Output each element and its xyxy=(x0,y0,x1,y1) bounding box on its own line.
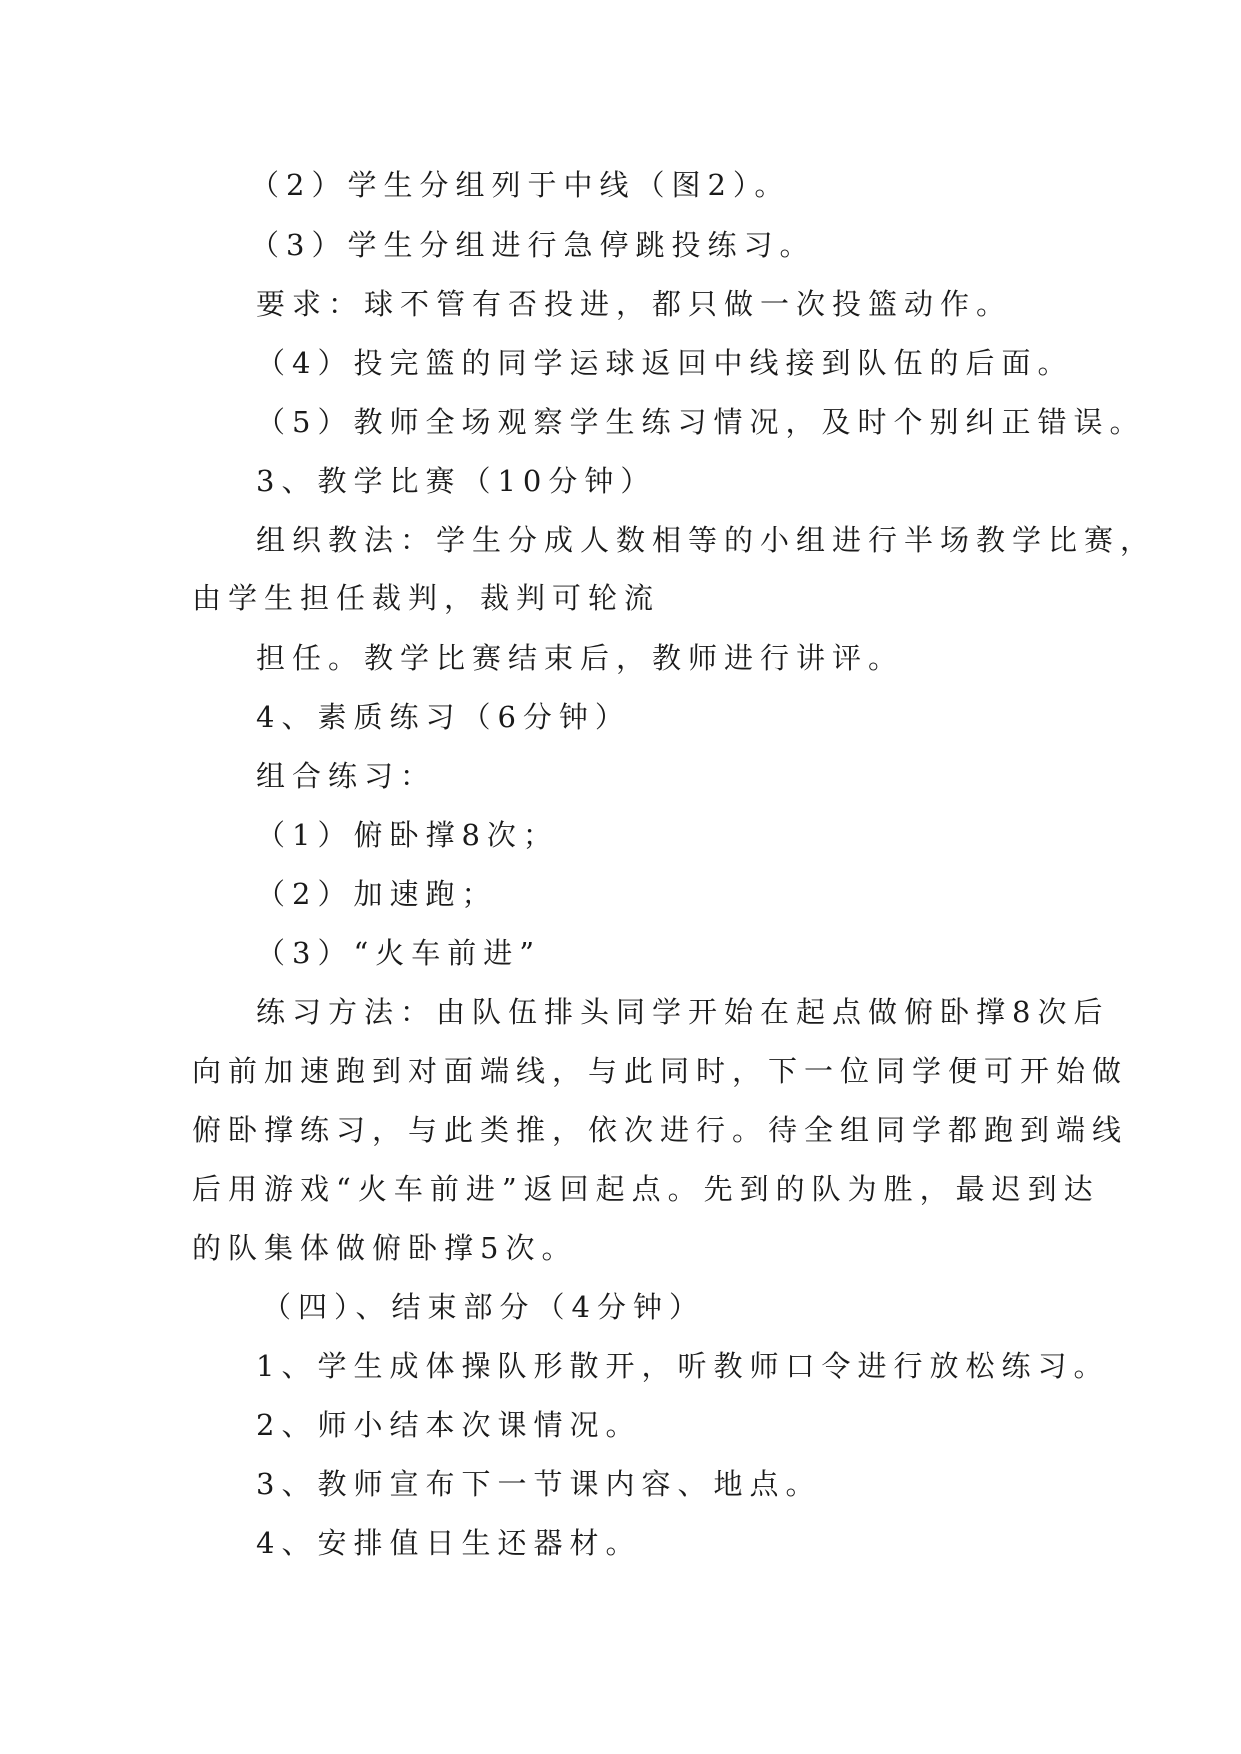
text-line: （2）加速跑； xyxy=(256,877,498,911)
text-line: 的队集体做俯卧撑5次。 xyxy=(192,1231,578,1265)
text-line: （5）教师全场观察学生练习情况，及时个别纠正错误。 xyxy=(256,405,1146,439)
text-line: （1）俯卧撑8次； xyxy=(256,818,559,852)
section-heading: 3、教学比赛（10分钟） xyxy=(256,464,657,498)
text-line: 2、师小结本次课情况。 xyxy=(256,1408,642,1442)
text-line: 3、教师宣布下一节课内容、地点。 xyxy=(256,1467,822,1501)
text-line: 组合练习： xyxy=(256,759,437,793)
text-line: （3）学生分组进行急停跳投练习。 xyxy=(250,228,816,262)
text-line: （3）“火车前进” xyxy=(256,936,542,970)
text-line: 后用游戏“火车前进”返回起点。先到的队为胜，最迟到达 xyxy=(192,1172,1100,1206)
text-line: 要求：球不管有否投进，都只做一次投篮动作。 xyxy=(256,287,1013,321)
text-line: 4、安排值日生还器材。 xyxy=(256,1526,642,1560)
text-line: （4）投完篮的同学运球返回中线接到队伍的后面。 xyxy=(256,346,1074,380)
text-line: 担任。教学比赛结束后，教师进行讲评。 xyxy=(256,641,905,675)
text-line: 组织教法：学生分成人数相等的小组进行半场教学比赛， xyxy=(256,523,1157,557)
section-heading: （四）、结束部分（4分钟） xyxy=(262,1290,705,1324)
text-line: 1、学生成体操队形散开，听教师口令进行放松练习。 xyxy=(256,1349,1110,1383)
text-line: 练习方法：由队伍排头同学开始在起点做俯卧撑8次后 xyxy=(256,995,1110,1029)
text-line: 由学生担任裁判，裁判可轮流 xyxy=(192,581,661,615)
text-line: （2）学生分组列于中线（图2）。 xyxy=(250,168,791,202)
text-line: 俯卧撑练习，与此类推，依次进行。待全组同学都跑到端线 xyxy=(192,1113,1129,1147)
text-line: 向前加速跑到对面端线，与此同时，下一位同学便可开始做 xyxy=(192,1054,1129,1088)
section-heading: 4、素质练习（6分钟） xyxy=(256,700,631,734)
